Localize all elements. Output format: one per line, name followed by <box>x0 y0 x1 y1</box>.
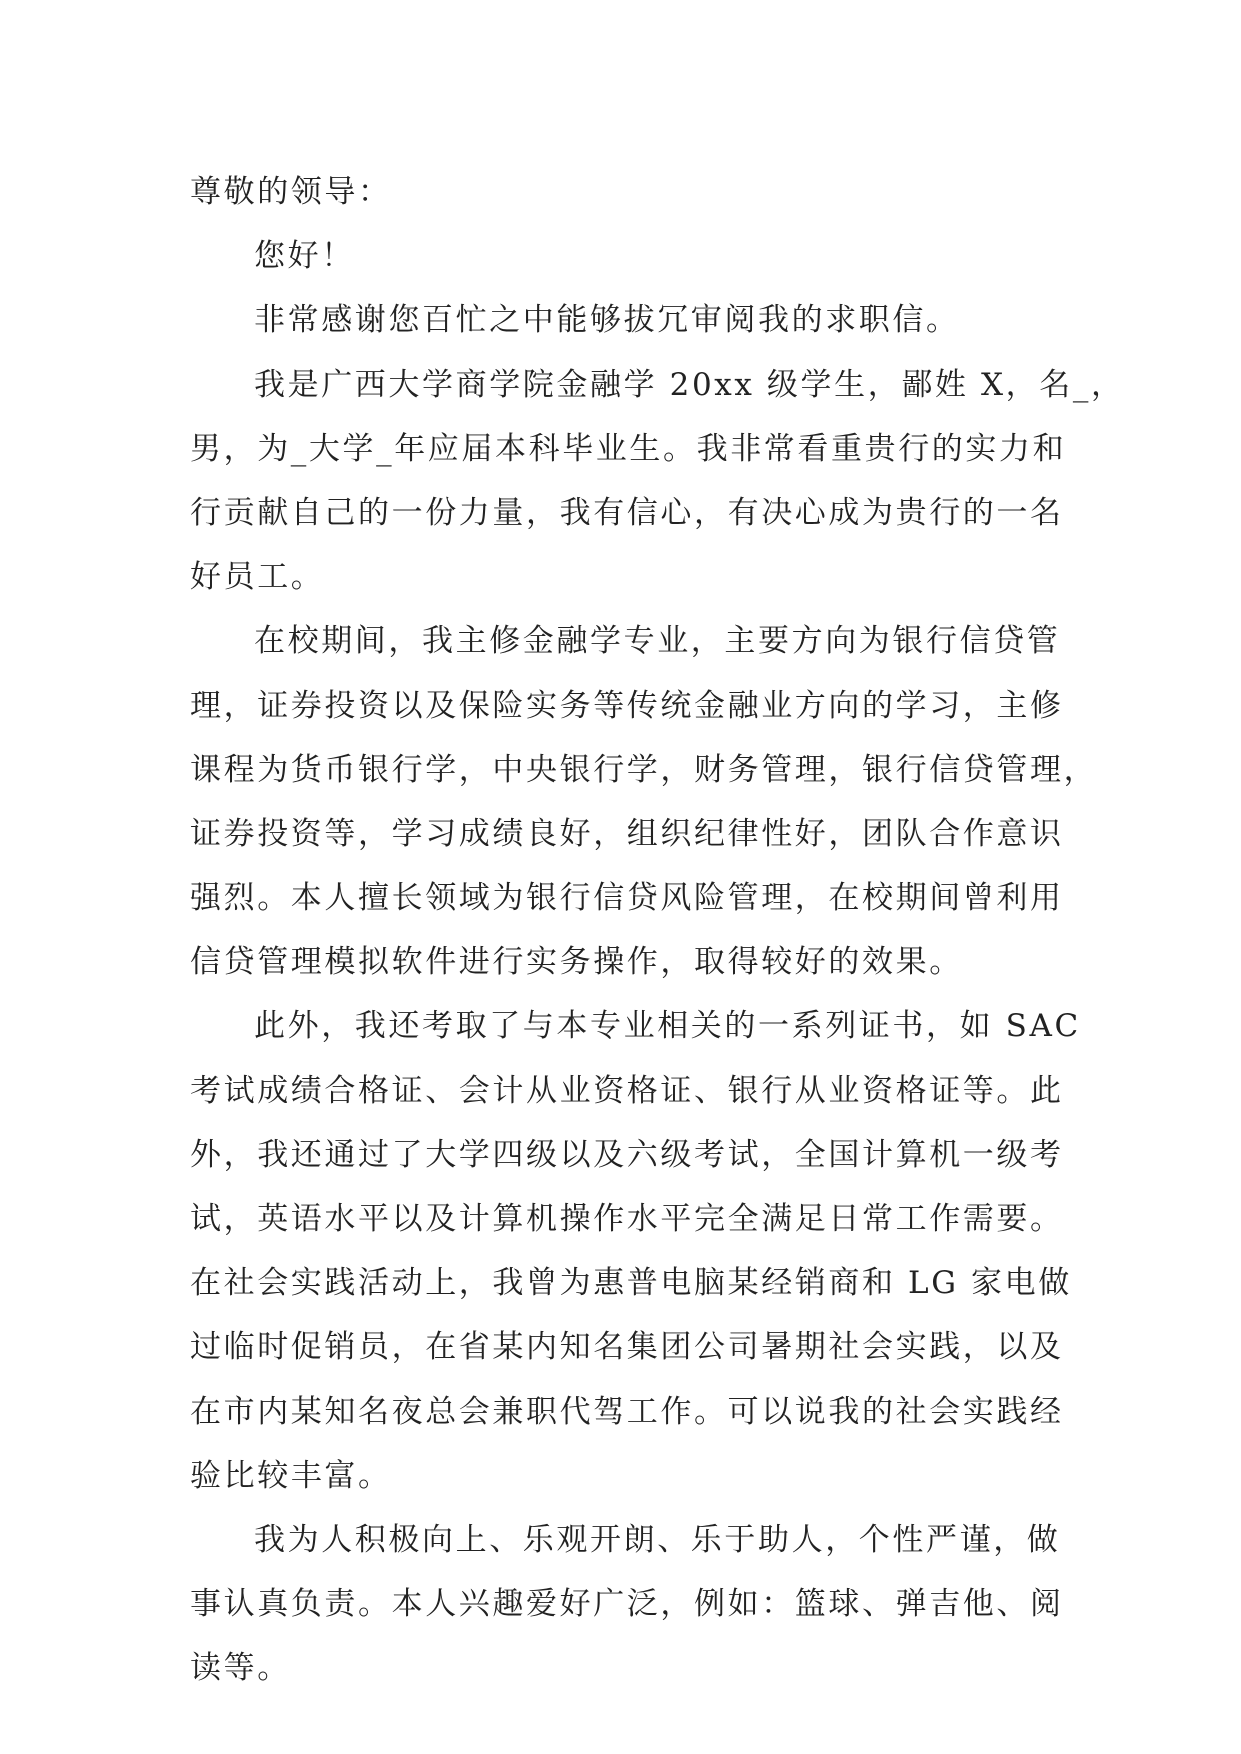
paragraph-line: 我是广西大学商学院金融学 20xx 级学生，鄙姓 X，名_， <box>254 366 1125 403</box>
paragraph-line: 行贡献自己的一份力量，我有信心，有决心成为贵行的一名 <box>190 494 1064 531</box>
paragraph-line: 非常感谢您百忙之中能够拔冗审阅我的求职信。 <box>254 302 960 339</box>
paragraph-line: 验比较丰富。 <box>190 1457 392 1494</box>
letter-body <box>190 160 1125 1701</box>
paragraph-line: 过临时促销员，在省某内知名集团公司暑期社会实践，以及 <box>190 1329 1064 1366</box>
paragraph-line: 证券投资等，学习成绩良好，组织纪律性好，团队合作意识 <box>190 815 1064 852</box>
paragraph-line: 在校期间，我主修金融学专业，主要方向为银行信贷管 <box>254 623 1061 660</box>
paragraph-line: 信贷管理模拟软件进行实务操作，取得较好的效果。 <box>190 944 963 981</box>
paragraph-line: 课程为货币银行学，中央银行学，财务管理，银行信贷管理， <box>190 751 1098 788</box>
greeting: 您好！ <box>254 238 355 275</box>
paragraph-line: 强烈。本人擅长领域为银行信贷风险管理，在校期间曾利用 <box>190 880 1064 917</box>
paragraph-line: 理，证券投资以及保险实务等传统金融业方向的学习，主修 <box>190 687 1064 724</box>
paragraph-line: 事认真负责。本人兴趣爱好广泛，例如：篮球、弹吉他、阅 <box>190 1586 1064 1623</box>
paragraph-line: 外，我还通过了大学四级以及六级考试，全国计算机一级考 <box>190 1136 1064 1173</box>
paragraph-line: 考试成绩合格证、会计从业资格证、银行从业资格证等。此 <box>190 1072 1064 1109</box>
paragraph-line: 男，为_大学_年应届本科毕业生。我非常看重贵行的实力和 <box>190 430 1067 467</box>
paragraph-line: 在社会实践活动上，我曾为惠普电脑某经销商和 LG 家电做 <box>190 1265 1072 1302</box>
paragraph-line: 此外，我还考取了与本专业相关的一系列证书，如 SAC <box>254 1008 1081 1045</box>
paragraph-line: 试，英语水平以及计算机操作水平完全满足日常工作需要。 <box>190 1201 1064 1237</box>
paragraph-line: 在市内某知名夜总会兼职代驾工作。可以说我的社会实践经 <box>190 1393 1064 1430</box>
salutation: 尊敬的领导： <box>190 174 392 210</box>
paragraph-line: 读等。 <box>190 1650 291 1687</box>
paragraph-line: 我为人积极向上、乐观开朗、乐于助人，个性严谨，做 <box>254 1521 1061 1558</box>
paragraph-line: 好员工。 <box>190 559 325 596</box>
